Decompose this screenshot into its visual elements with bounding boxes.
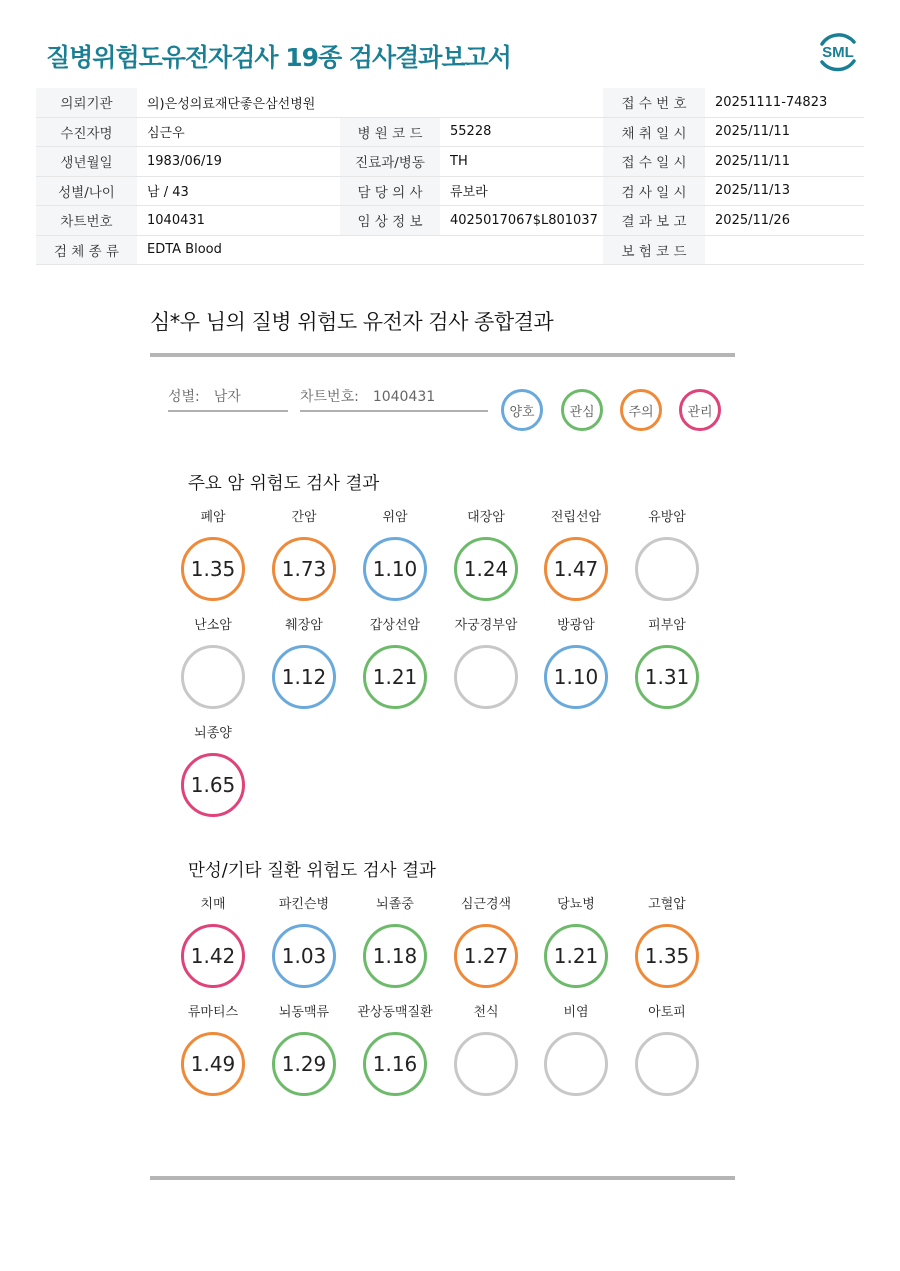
- risk-value: 1.21: [372, 665, 418, 689]
- disease-item: [168, 1003, 258, 1096]
- risk-circle-caution: [272, 537, 336, 601]
- disease-name: 고혈압: [648, 897, 686, 912]
- disease-name: 관상동맥질환: [357, 1005, 433, 1020]
- info-row: [36, 235, 864, 265]
- disease-name: 아토피: [648, 1005, 686, 1020]
- info-value: TH: [440, 147, 603, 177]
- risk-circle-good: [544, 645, 608, 709]
- disease-item: [168, 724, 258, 817]
- disease-name: 갑상선암: [369, 618, 421, 633]
- disease-name: 췌장암: [285, 618, 323, 633]
- disease-item: [259, 508, 349, 601]
- info-label: 접 수 일 시: [603, 147, 705, 177]
- risk-circle-caution: [544, 537, 608, 601]
- info-label: 검 사 일 시: [603, 176, 705, 206]
- disease-item: [531, 1003, 621, 1096]
- sex-label: 성별:: [168, 389, 200, 405]
- sex-value: 남자: [213, 389, 241, 405]
- disease-name: 비염: [563, 1005, 589, 1020]
- disease-name: 파킨슨병: [278, 897, 330, 912]
- disease-item: [168, 508, 258, 601]
- risk-circle-interest: [635, 645, 699, 709]
- info-row: [36, 176, 864, 206]
- info-value: 2025/11/26: [705, 206, 864, 236]
- info-row: [36, 206, 864, 236]
- risk-circle-interest: [544, 924, 608, 988]
- disease-item: [622, 616, 712, 709]
- disease-item: [441, 895, 531, 988]
- report-title: 질병위험도유전자검사 19종 검사결과보고서: [46, 43, 511, 72]
- disease-item: [350, 1003, 440, 1096]
- disease-name: 뇌종양: [194, 726, 232, 741]
- risk-value: 1.65: [190, 773, 236, 797]
- risk-circle-none: [454, 1032, 518, 1096]
- info-label: 생년월일: [36, 147, 137, 177]
- risk-circle-none: [544, 1032, 608, 1096]
- info-value: 55228: [440, 117, 603, 147]
- risk-value: 1.31: [644, 665, 690, 689]
- risk-value: 1.27: [463, 944, 509, 968]
- disease-name: 치매: [200, 897, 226, 912]
- disease-name: 위암: [382, 510, 408, 525]
- risk-circle-none: [635, 1032, 699, 1096]
- info-value: 2025/11/11: [705, 117, 864, 147]
- disease-name: 유방암: [648, 510, 686, 525]
- disease-item: [441, 508, 531, 601]
- info-value: [705, 235, 864, 265]
- info-value: 의)은성의료재단좋은삼선병원: [137, 88, 603, 117]
- disease-name: 천식: [473, 1005, 499, 1020]
- disease-item: [622, 1003, 712, 1096]
- risk-circle-caution: [635, 924, 699, 988]
- info-label: 차트번호: [36, 206, 137, 236]
- info-label: 성별/나이: [36, 176, 137, 206]
- cancer-section-title: 주요 암 위험도 검사 결과: [188, 474, 380, 494]
- info-label: 접 수 번 호: [603, 88, 705, 117]
- risk-circle-good: [272, 645, 336, 709]
- info-label: 의뢰기관: [36, 88, 137, 117]
- chronic-section-title: 만성/기타 질환 위험도 검사 결과: [188, 861, 436, 881]
- info-label: 채 취 일 시: [603, 117, 705, 147]
- risk-value: 1.47: [553, 557, 599, 581]
- info-value: 1040431: [137, 206, 340, 236]
- info-value: 심근우: [137, 117, 340, 147]
- info-label: 담 당 의 사: [340, 176, 440, 206]
- info-value: 1983/06/19: [137, 147, 340, 177]
- info-label: 수진자명: [36, 117, 137, 147]
- info-value: 류보라: [440, 176, 603, 206]
- disease-name: 뇌동맥류: [278, 1005, 330, 1020]
- info-value: 4025017067$L801037: [440, 206, 603, 236]
- info-value: 남 / 43: [137, 176, 340, 206]
- disease-item: [531, 895, 621, 988]
- risk-value: 1.10: [372, 557, 418, 581]
- sex-field: [168, 386, 288, 412]
- chart-number-value: 1040431: [372, 389, 436, 405]
- disease-name: 폐암: [200, 510, 226, 525]
- risk-circle-manage: [181, 924, 245, 988]
- info-row: [36, 117, 864, 147]
- disease-item: [441, 616, 531, 709]
- disease-item: [259, 1003, 349, 1096]
- risk-value: 1.21: [553, 944, 599, 968]
- risk-value: 1.16: [372, 1052, 418, 1076]
- info-label: 결 과 보 고: [603, 206, 705, 236]
- risk-value: 1.49: [190, 1052, 236, 1076]
- disease-name: 간암: [291, 510, 317, 525]
- disease-name: 대장암: [467, 510, 505, 525]
- risk-circle-manage: [181, 753, 245, 817]
- risk-circle-interest: [363, 1032, 427, 1096]
- risk-value: 1.35: [190, 557, 236, 581]
- disease-item: [531, 616, 621, 709]
- disease-item: [622, 508, 712, 601]
- risk-circle-none: [635, 537, 699, 601]
- risk-circle-interest: [363, 924, 427, 988]
- divider-bottom: [150, 1176, 735, 1180]
- risk-circle-caution: [181, 537, 245, 601]
- disease-name: 뇌졸중: [376, 897, 414, 912]
- risk-value: 1.10: [553, 665, 599, 689]
- disease-name: 전립선암: [550, 510, 602, 525]
- risk-value: 1.42: [190, 944, 236, 968]
- disease-name: 심근경색: [460, 897, 512, 912]
- legend-interest: 관심: [561, 389, 603, 431]
- risk-circle-caution: [181, 1032, 245, 1096]
- info-value: 2025/11/13: [705, 176, 864, 206]
- disease-item: [350, 616, 440, 709]
- risk-value: 1.24: [463, 557, 509, 581]
- risk-circle-caution: [454, 924, 518, 988]
- sml-logo: [814, 28, 862, 76]
- info-row: [36, 88, 864, 117]
- disease-item: [350, 895, 440, 988]
- disease-item: [441, 1003, 531, 1096]
- summary-title: 심*우 님의 질병 위험도 유전자 검사 종합결과: [150, 310, 554, 334]
- svg-text:SML: SML: [822, 44, 854, 61]
- legend-manage: 관리: [679, 389, 721, 431]
- risk-circle-interest: [272, 1032, 336, 1096]
- info-value: EDTA Blood: [137, 235, 603, 265]
- disease-item: [168, 895, 258, 988]
- disease-name: 당뇨병: [557, 897, 595, 912]
- disease-item: [259, 616, 349, 709]
- info-label: 임 상 정 보: [340, 206, 440, 236]
- chart-number-label: 차트번호:: [300, 389, 359, 405]
- risk-value: 1.73: [281, 557, 327, 581]
- risk-value: 1.29: [281, 1052, 327, 1076]
- disease-item: [531, 508, 621, 601]
- info-label: 진료과/병동: [340, 147, 440, 177]
- info-label: 병 원 코 드: [340, 117, 440, 147]
- legend-good: 양호: [501, 389, 543, 431]
- disease-name: 난소암: [194, 618, 232, 633]
- risk-value: 1.35: [644, 944, 690, 968]
- info-value: 2025/11/11: [705, 147, 864, 177]
- risk-circle-interest: [454, 537, 518, 601]
- info-value: 20251111-74823: [705, 88, 864, 117]
- legend-caution: 주의: [620, 389, 662, 431]
- risk-circle-none: [454, 645, 518, 709]
- patient-info-table: [36, 88, 864, 265]
- disease-item: [168, 616, 258, 709]
- info-label: 보 험 코 드: [603, 235, 705, 265]
- disease-name: 류마티스: [187, 1005, 239, 1020]
- risk-circle-good: [272, 924, 336, 988]
- info-row: [36, 147, 864, 177]
- risk-circle-good: [363, 537, 427, 601]
- risk-value: 1.03: [281, 944, 327, 968]
- disease-name: 피부암: [648, 618, 686, 633]
- chart-number-field: [300, 386, 488, 412]
- info-label: 검 체 종 류: [36, 235, 137, 265]
- risk-circle-interest: [363, 645, 427, 709]
- disease-item: [259, 895, 349, 988]
- disease-name: 자궁경부암: [454, 618, 518, 633]
- disease-item: [622, 895, 712, 988]
- divider-top: [150, 353, 735, 357]
- disease-name: 방광암: [557, 618, 595, 633]
- risk-value: 1.12: [281, 665, 327, 689]
- disease-item: [350, 508, 440, 601]
- risk-value: 1.18: [372, 944, 418, 968]
- risk-circle-none: [181, 645, 245, 709]
